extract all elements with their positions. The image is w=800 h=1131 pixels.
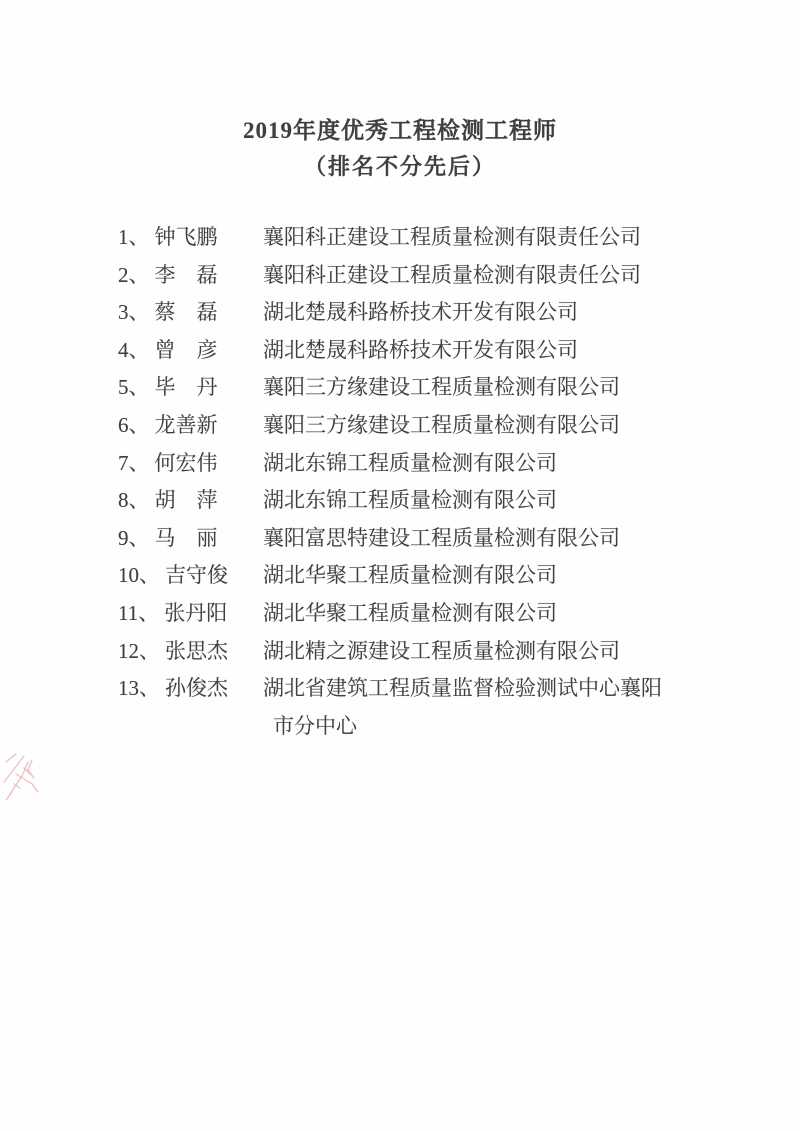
list-item — [118, 257, 758, 295]
item-number: 3、 — [118, 300, 150, 325]
awardee-list — [118, 219, 758, 745]
awardee-name: 龙善新 — [154, 412, 218, 437]
company-name: 襄阳科正建设工程质量检测有限责任公司 — [263, 262, 641, 287]
item-number: 4、 — [118, 337, 150, 362]
list-item — [118, 407, 758, 445]
list-item — [118, 520, 758, 558]
company-name: 湖北东锦工程质量检测有限公司 — [263, 488, 557, 513]
company-name: 襄阳科正建设工程质量检测有限责任公司 — [263, 225, 641, 249]
item-number-and-name — [118, 407, 263, 445]
item-number: 11、 — [118, 600, 160, 625]
company-name: 湖北楚晟科路桥技术开发有限公司 — [263, 337, 578, 362]
document-header — [0, 0, 800, 180]
item-number: 10、 — [118, 563, 160, 588]
item-number: 8、 — [118, 488, 150, 513]
company-name: 湖北省建筑工程质量监督检验测试中心襄阳市分中心 — [263, 676, 662, 738]
item-number-and-name — [118, 219, 263, 257]
item-number-and-name — [118, 670, 263, 745]
awardee-name: 毕 丹 — [154, 375, 218, 400]
awardee-name: 胡 萍 — [154, 488, 218, 513]
item-number-and-name — [118, 332, 263, 370]
awardee-name: 孙俊杰 — [165, 676, 228, 701]
item-number-and-name — [118, 520, 263, 558]
awardee-name: 马 丽 — [154, 525, 218, 550]
item-number-and-name — [118, 294, 263, 332]
list-item — [118, 670, 758, 745]
list-item — [118, 369, 758, 407]
awardee-name: 钟飞鹏 — [154, 225, 218, 249]
list-item — [118, 294, 758, 332]
company-name: 襄阳富思特建设工程质量检测有限公司 — [263, 525, 620, 550]
page-subtitle: （排名不分先后） — [303, 154, 496, 179]
company-name: 湖北华聚工程质量检测有限公司 — [263, 563, 557, 588]
item-number: 2、 — [118, 262, 150, 287]
list-item — [118, 445, 758, 483]
company-name: 湖北华聚工程质量检测有限公司 — [263, 600, 557, 625]
list-item — [118, 633, 758, 671]
item-number-and-name — [118, 257, 263, 295]
item-number: 1、 — [118, 225, 150, 249]
list-item — [118, 332, 758, 370]
awardee-name: 何宏伟 — [154, 450, 218, 475]
awardee-name: 张丹阳 — [164, 600, 228, 625]
item-number: 7、 — [118, 450, 150, 475]
awardee-name: 张思杰 — [165, 638, 228, 663]
item-number-and-name — [118, 482, 263, 520]
awardee-name: 曾 彦 — [154, 337, 218, 362]
company-name: 襄阳三方缘建设工程质量检测有限公司 — [263, 412, 620, 437]
item-number: 9、 — [118, 525, 150, 550]
company-name: 湖北东锦工程质量检测有限公司 — [263, 450, 557, 475]
company-name: 湖北楚晟科路桥技术开发有限公司 — [263, 300, 578, 325]
company-name: 襄阳三方缘建设工程质量检测有限公司 — [263, 375, 620, 400]
red-pen-mark — [2, 748, 48, 806]
awardee-name: 蔡 磊 — [154, 300, 218, 325]
list-item — [118, 219, 758, 257]
item-number: 12、 — [118, 638, 160, 663]
awardee-name: 吉守俊 — [165, 563, 228, 588]
company-name: 湖北精之源建设工程质量检测有限公司 — [263, 638, 620, 663]
list-item — [118, 595, 758, 633]
item-number-and-name — [118, 557, 263, 595]
item-number-and-name — [118, 595, 263, 633]
item-number: 5、 — [118, 375, 150, 400]
list-item — [118, 482, 758, 520]
page-title: 2019年度优秀工程检测工程师 — [243, 118, 557, 143]
item-number: 13、 — [118, 676, 160, 701]
item-number: 6、 — [118, 412, 150, 437]
item-number-and-name — [118, 633, 263, 671]
awardee-name: 李 磊 — [154, 262, 218, 287]
list-item — [118, 557, 758, 595]
item-number-and-name — [118, 369, 263, 407]
item-number-and-name — [118, 445, 263, 483]
